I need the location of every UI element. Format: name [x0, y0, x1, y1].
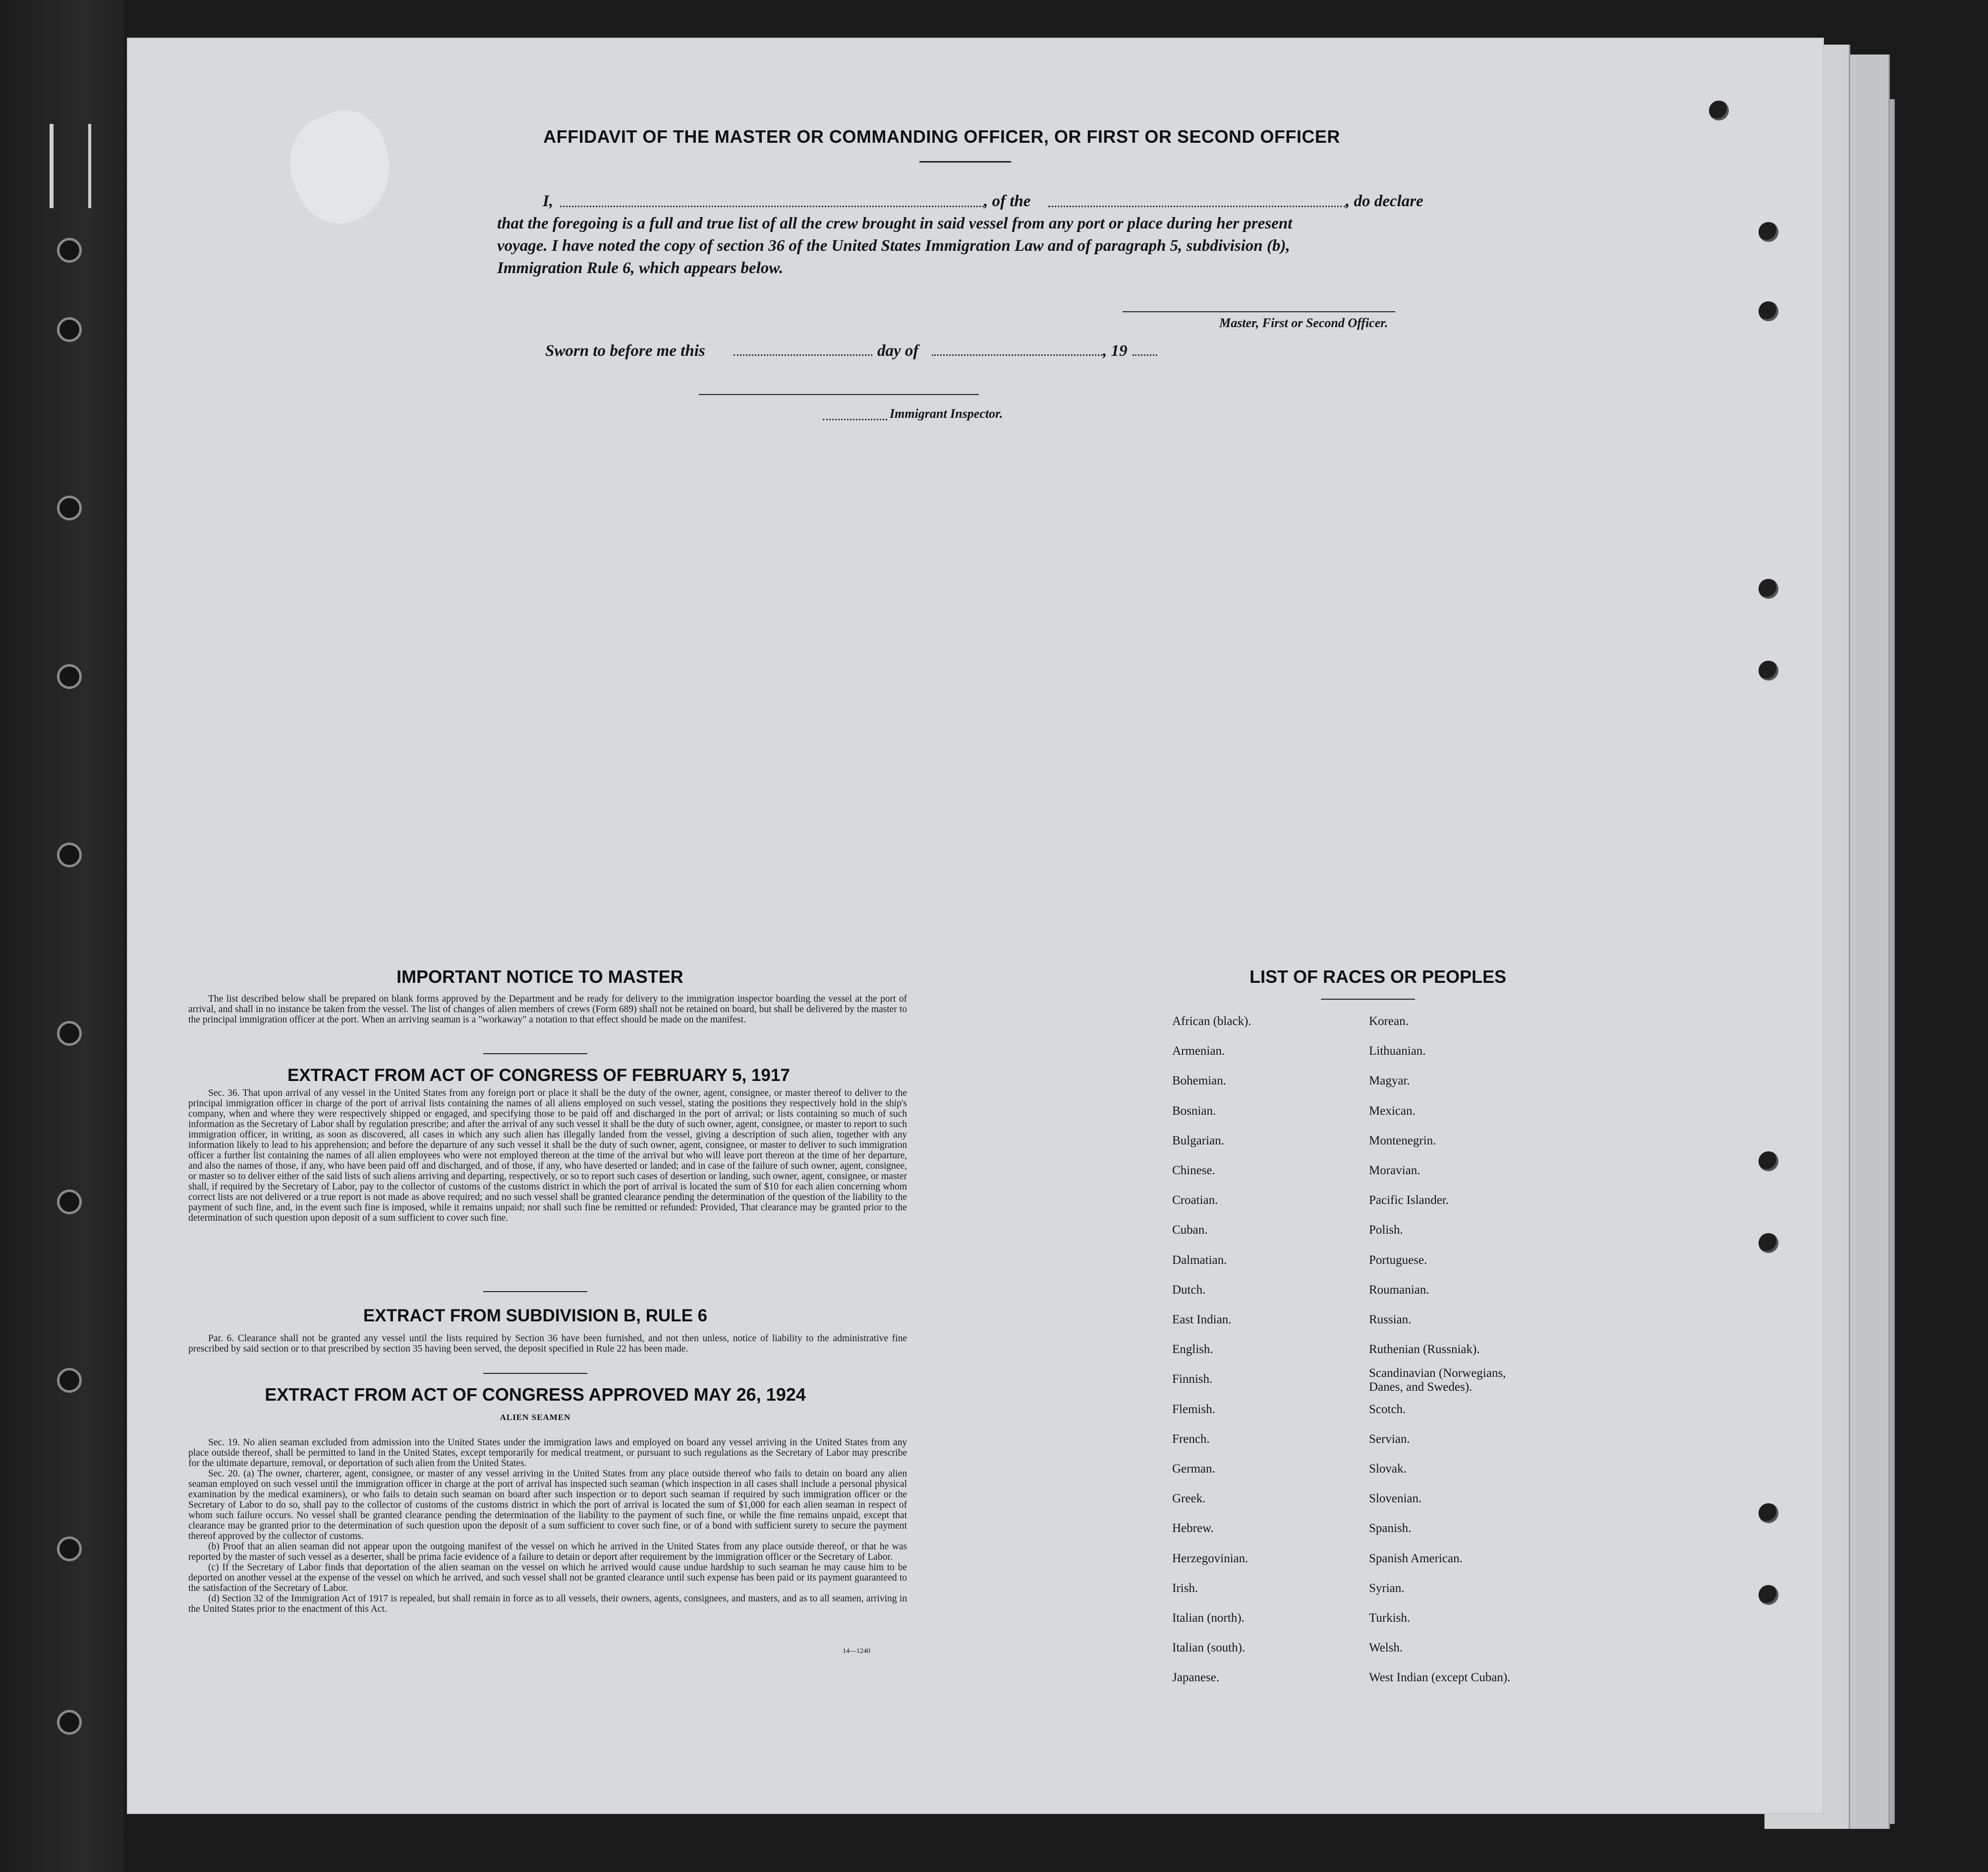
form-number: 14—1240 [843, 1647, 870, 1655]
race-item: Roumanian. [1369, 1283, 1429, 1297]
race-item: Armenian. [1172, 1044, 1225, 1058]
divider [483, 1053, 587, 1054]
race-item: Portuguese. [1369, 1253, 1427, 1267]
binder-strip [0, 0, 124, 1872]
race-item: Moravian. [1369, 1164, 1420, 1177]
punch-hole [1759, 1233, 1778, 1253]
extract-1924-title: EXTRACT FROM ACT OF CONGRESS APPROVED MAY 26, 1924 [265, 1384, 806, 1405]
race-item: Greek. [1172, 1492, 1206, 1506]
race-item: Dalmatian. [1172, 1253, 1227, 1267]
race-item: Scotch. [1369, 1402, 1406, 1416]
race-item: Finnish. [1172, 1372, 1213, 1386]
punch-hole [1709, 101, 1729, 120]
binder-hole [57, 1710, 82, 1735]
affidavit-declare-label: , do declare [1346, 192, 1423, 210]
binder-hole [57, 496, 82, 520]
race-item: West Indian (except Cuban). [1369, 1671, 1511, 1685]
divider [919, 161, 1011, 163]
race-item: Bulgarian. [1172, 1134, 1224, 1147]
race-item: Italian (south). [1172, 1641, 1246, 1655]
extract-rule6-title: EXTRACT FROM SUBDIVISION B, RULE 6 [363, 1306, 708, 1325]
divider [1321, 999, 1415, 1000]
race-item: Croatian. [1172, 1193, 1218, 1207]
alien-seamen-subtitle: ALIEN SEAMEN [500, 1413, 571, 1422]
race-item: Korean. [1369, 1015, 1409, 1028]
notice-text: The list described below shall be prepared on blank forms approved by the Department and be ready for delivery to the immigration inspector boarding the vessel at the port of arrival, and shall in no instance be taken from the vessel. The list of changes of alien members of crews (Form 689) shall not be retained on board, but shall be delivered by the master to the principal immigration officer at the port. When an arriving seaman is a "workaway" a notation to that effect should be made on the manifest. [188, 994, 907, 1025]
race-item: Flemish. [1172, 1402, 1215, 1416]
year-field-line [1133, 354, 1157, 356]
inspector-field-line [823, 419, 887, 420]
race-item: Mexican. [1369, 1104, 1416, 1118]
race-item: Turkish. [1369, 1611, 1411, 1625]
binder-hole [57, 664, 82, 689]
binder-hole [57, 1536, 82, 1561]
torn-corner [276, 99, 406, 235]
punch-hole [1759, 1503, 1778, 1523]
race-item: Bohemian. [1172, 1074, 1227, 1088]
race-item: Cuban. [1172, 1223, 1208, 1237]
race-item: Montenegrin. [1369, 1134, 1436, 1147]
edge-marks [50, 124, 91, 208]
binder-hole [57, 1368, 82, 1393]
race-item: Russian. [1369, 1313, 1412, 1326]
binder-hole [57, 843, 82, 867]
master-signature-label: Master, First or Second Officer. [1219, 316, 1388, 330]
race-item: Irish. [1172, 1581, 1198, 1595]
divider [483, 1291, 587, 1292]
year-label: , 19 [1103, 342, 1128, 360]
extract-rule6-text: Par. 6. Clearance shall not be granted any vessel until the lists required by Section 36 have been furnished, and not then unless, notice of liability to the administrative fine prescribed by said section or to that prescribed by section 35 having been served, the deposit specified in Rule 22 has been made. [188, 1333, 907, 1354]
punch-hole [1759, 1585, 1778, 1605]
inspector-label: Immigrant Inspector. [890, 406, 1003, 421]
race-item: Spanish American. [1369, 1551, 1463, 1565]
vessel-field-line [1048, 206, 1346, 207]
binder-hole [57, 1190, 82, 1214]
binder-hole [57, 238, 82, 263]
month-field-line [932, 354, 1105, 356]
race-item: Bosnian. [1172, 1104, 1216, 1118]
notice-title: IMPORTANT NOTICE TO MASTER [397, 966, 683, 987]
binder-hole [57, 1021, 82, 1046]
punch-hole [1759, 1151, 1778, 1171]
races-title: LIST OF RACES OR PEOPLES [1249, 966, 1507, 987]
day-field-line [734, 354, 872, 356]
name-field-line [560, 206, 984, 207]
punch-hole [1759, 661, 1778, 681]
signature-line [1123, 311, 1395, 312]
race-item: East Indian. [1172, 1313, 1232, 1326]
divider [483, 1373, 587, 1374]
sworn-label: Sworn to before me this [545, 342, 705, 360]
affidavit-line-3: voyage. I have noted the copy of section 36 of the United States Immigration Law and of paragraph 5, subdivision (b), [497, 237, 1290, 255]
race-item: Syrian. [1369, 1581, 1405, 1595]
binder-hole [57, 317, 82, 342]
race-item: Chinese. [1172, 1164, 1215, 1177]
race-item: German. [1172, 1462, 1215, 1475]
race-item: Servian. [1369, 1432, 1410, 1446]
race-item: Scandinavian (Norwegians, Danes, and Swedes). [1369, 1366, 1506, 1394]
affidavit-line-4: Immigration Rule 6, which appears below. [497, 259, 784, 277]
race-item: African (black). [1172, 1015, 1251, 1028]
punch-hole [1759, 579, 1778, 599]
race-item: Pacific Islander. [1369, 1193, 1449, 1207]
race-item: Ruthenian (Russniak). [1369, 1343, 1480, 1357]
affidavit-of-the-label: , of the [984, 192, 1031, 210]
affidavit-line-2: that the foregoing is a full and true list of all the crew brought in said vessel from any port or place during her present [497, 215, 1293, 232]
race-item: Lithuanian. [1369, 1044, 1426, 1058]
race-item: Dutch. [1172, 1283, 1206, 1297]
race-item: French. [1172, 1432, 1210, 1446]
race-item: Slovenian. [1369, 1492, 1422, 1506]
race-item: Slovak. [1369, 1462, 1407, 1475]
punch-hole [1759, 301, 1778, 321]
inspector-signature-line [699, 394, 979, 395]
race-item: Japanese. [1172, 1671, 1220, 1685]
extract-1924-text: Sec. 19. No alien seaman excluded from admission into the United States under the immigration laws and employed on board any vessel arriving in the United States from any place outside thereof, shall be permitted to land in the United States, except temporarily for medical treatment, or pursuant to such regulations as the Secretary of Labor may prescribe for the ultimate departure, removal, or deportation of such alien from the United States. Sec. 20. (a) The owner, charterer, agent, consignee, or master of any vessel arriving in the United States from any place outside thereof who fails to detain on board any alien seaman employed on such vessel until the immigration officer in charge at the port of arrival has inspected such seaman (which inspection in all cases shall include a personal physical examination by the medical examiners), or who fails to detain such seaman on board after such inspection or to deport such seaman if required by such immigration officer or the Secretary of Labor to do so, shall pay to the collector of customs of the customs district in which the port of arrival is located the sum of $1,000 for each alien seaman in respect of whom such failure occurs. No vessel shall be granted clearance pending the determination of the liability to the payment of such fine, or while the fine remains unpaid, except that clearance may be granted prior to the determination of such question upon the deposit of a sum sufficient to cover such fine, or of a bond with sufficient surety to secure the payment thereof approved by the collector of customs. (b) Proof that an alien seaman did not appear upon the outgoing manifest of the vessel on which he arrived in the United States from any place outside thereof, or that he was reported by the master of such vessel as a deserter, shall be prima facie evidence of a failure to detain or deport after requirement by the immigration officer or the Secretary of Labor. (c) If the Secretary of Labor finds that deportation of the alien seaman on the vessel on which he arrived would cause undue hardship to such seaman he may cause him to be deported on another vessel at the expense of the vessel on which he arrived, and such vessel shall not be granted clearance until such expense has been paid or its payment guaranteed to the satisfaction of the Secretary of Labor. (d) Section 32 of the Immigration Act of 1917 is repealed, but shall remain in force as to all vessels, their owners, agents, consignees, and masters, and as to all seamen, arriving in the United States prior to the enactment of this Act. [188, 1437, 907, 1614]
race-item: Herzegovinian. [1172, 1551, 1249, 1565]
extract-1917-title: EXTRACT FROM ACT OF CONGRESS OF FEBRUARY 5, 1917 [287, 1066, 790, 1085]
race-item: Hebrew. [1172, 1522, 1214, 1535]
race-item: Magyar. [1369, 1074, 1410, 1088]
punch-hole [1759, 222, 1778, 242]
day-of-label: day of [877, 342, 919, 360]
extract-1917-text: Sec. 36. That upon arrival of any vessel in the United States from any foreign port or place it shall be the duty of the owner, agent, consignee, or master thereof to deliver to the principal immigration officer in charge of the port of arrival lists containing the names of all aliens employed on such vessel, stating the positions they respectively hold in the ship's company, when and where they were respectively shipped or engaged, and specifying those to be paid off and discharged in the port of arrival; or lists containing so much of such information as the Secretary of Labor shall by regulation prescribe; and after the arrival of any such vessel it shall be the duty of such owner, agent, consignee, or master to report to such immigration officer, in writing, as soon as discovered, all cases in which any such alien has illegally landed from the vessel, giving a description of such alien, together with any information likely to lead to his apprehension; and before the departure of any such vessel it shall be the duty of such owner, agent, consignee, or master to deliver to such immigration officer a further list containing the names of all alien employees who were not employed thereon at the time of the arrival but who will leave port thereon at the time of her departure, and also the names of those, if any, who have been paid off and discharged, and of those, if any, who have deserted or landed; and in case of the failure of such owner, agent, consignee, or master so to deliver either of the said lists of such aliens arriving and departing, respectively, or so to report such cases of desertion or landing, such owner, agent, consignee, or master shall, if required by the Secretary of Labor, pay to the collector of customs of the customs district in which the port of arrival is located the sum of $10 for each alien concerning whom correct lists are not delivered or a true report is not made as above required; and no such vessel shall be granted clearance pending the determination of the question of the liability to the payment of such fine, and, in the event such fine is imposed, while it remains unpaid; nor shall such fine be remitted or refunded: Provided, That clearance may be granted prior to the determination of such question upon deposit of a sum sufficient to cover such fine. [188, 1088, 907, 1223]
affidavit-i-label: I, [543, 192, 554, 210]
race-item: Italian (north). [1172, 1611, 1245, 1625]
affidavit-title: AFFIDAVIT OF THE MASTER OR COMMANDING OFFICER, OR FIRST OR SECOND OFFICER [543, 126, 1340, 147]
race-item: Spanish. [1369, 1522, 1412, 1535]
race-item: English. [1172, 1343, 1213, 1357]
race-item: Welsh. [1369, 1641, 1403, 1655]
race-item: Polish. [1369, 1223, 1403, 1237]
